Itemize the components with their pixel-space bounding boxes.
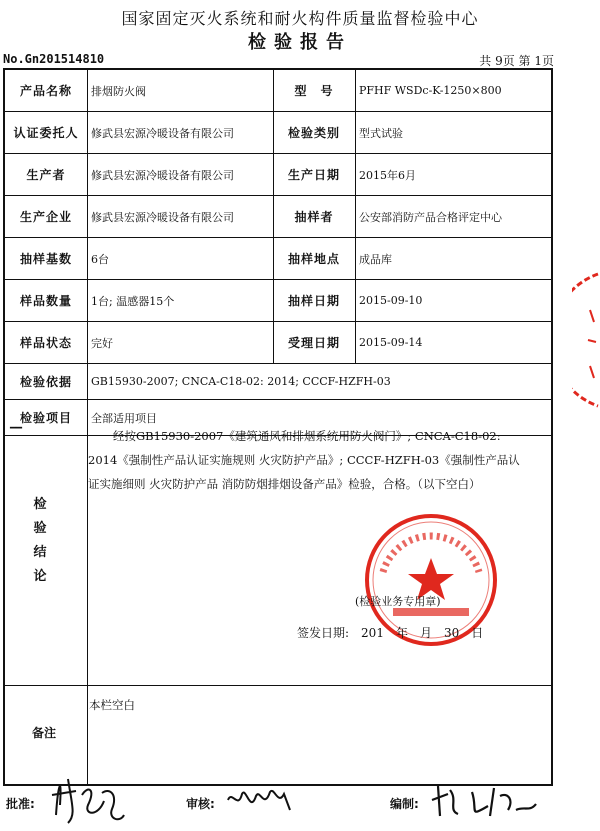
- approve-label: 批准:: [6, 797, 35, 811]
- preparer-signature: [428, 780, 538, 824]
- conclusion-label-char: 结: [33, 545, 47, 560]
- column-divider: [355, 70, 356, 364]
- row-label-2: 抽样日期: [287, 294, 340, 308]
- report-number: No.Gn201514810: [3, 52, 105, 66]
- pen-mark: ━━: [10, 423, 23, 434]
- row-value-2: 2015-09-10: [359, 294, 423, 307]
- row-value: 修武县宏源冷暖设备有限公司: [91, 168, 234, 182]
- row-label: 产品名称: [19, 84, 72, 98]
- row-label-2: 检验类别: [287, 126, 340, 140]
- report-title: 检验报告: [248, 32, 352, 53]
- row-label: 抽样基数: [19, 252, 72, 266]
- remark-label: 备注: [31, 726, 56, 740]
- prepare-label: 编制:: [390, 797, 419, 811]
- review-label: 审核:: [186, 797, 215, 811]
- row-label: 样品状态: [19, 336, 72, 350]
- row-value-2: 公安部消防产品合格评定中心: [359, 210, 502, 224]
- column-divider: [87, 70, 88, 364]
- stamp-label: (检验业务专用章): [355, 595, 441, 608]
- remark-value: 本栏空白: [89, 698, 135, 712]
- row-label: 生产者: [26, 168, 66, 182]
- basis-label: 检验依据: [19, 375, 72, 389]
- reviewer-signature: [224, 780, 294, 820]
- page-info: 共 9页 第 1页: [479, 54, 554, 68]
- column-divider: [273, 70, 274, 364]
- items-value: 全部适用项目: [91, 411, 157, 425]
- issue-date: 签发日期: 201 年 月 30 日: [297, 626, 484, 640]
- items-label: 检验项目: [19, 411, 72, 425]
- conclusion-label: [30, 493, 50, 589]
- row-label-2: 生产日期: [287, 168, 340, 182]
- row-label-2: 抽样者: [294, 210, 334, 224]
- approver-signature: [48, 765, 128, 829]
- row-value: 修武县宏源冷暖设备有限公司: [91, 126, 234, 140]
- row-value-2: PFHF WSDc-K-1250×800: [359, 84, 502, 97]
- issuing-organization: 国家固定灭火系统和耐火构件质量监督检验中心: [121, 9, 479, 28]
- conclusion-text: [88, 424, 528, 496]
- row-value-2: 2015-09-14: [359, 336, 423, 349]
- row-label-2: 型 号: [294, 84, 334, 98]
- row-value-2: 2015年6月: [359, 168, 416, 182]
- conclusion-paragraph: 经按GB15930-2007《建筑通风和排烟系统用防火阀门》; CNCA-C18-02: 2014《强制性产品认证实施规则 火灾防护产品》; CCCF-HZFH-03《强制性产品认证实施细则 火灾防护产品 消防防烟排烟设备产品》检验，合格。（以下空白）: [88, 429, 520, 491]
- row-label: 样品数量: [19, 294, 72, 308]
- row-value: 1台; 温感器15个: [91, 294, 175, 308]
- row-label: 生产企业: [19, 210, 72, 224]
- conclusion-label-char: 验: [33, 521, 47, 536]
- side-perforation-stamp: [572, 270, 600, 410]
- row-value: 完好: [91, 336, 113, 350]
- conclusion-label-char: 检: [33, 497, 47, 512]
- row-label: 认证委托人: [13, 126, 79, 140]
- basis-value: GB15930-2007; CNCA-C18-02: 2014; CCCF-HZFH-03: [91, 375, 391, 388]
- row-label-2: 受理日期: [287, 336, 340, 350]
- conclusion-label-char: 论: [33, 569, 47, 584]
- row-value: 6台: [91, 252, 109, 266]
- row-value-2: 成品库: [359, 252, 392, 266]
- row-value: 排烟防火阀: [91, 84, 146, 98]
- row-value-2: 型式试验: [359, 126, 403, 140]
- row-value: 修武县宏源冷暖设备有限公司: [91, 210, 234, 224]
- row-label-2: 抽样地点: [287, 252, 340, 266]
